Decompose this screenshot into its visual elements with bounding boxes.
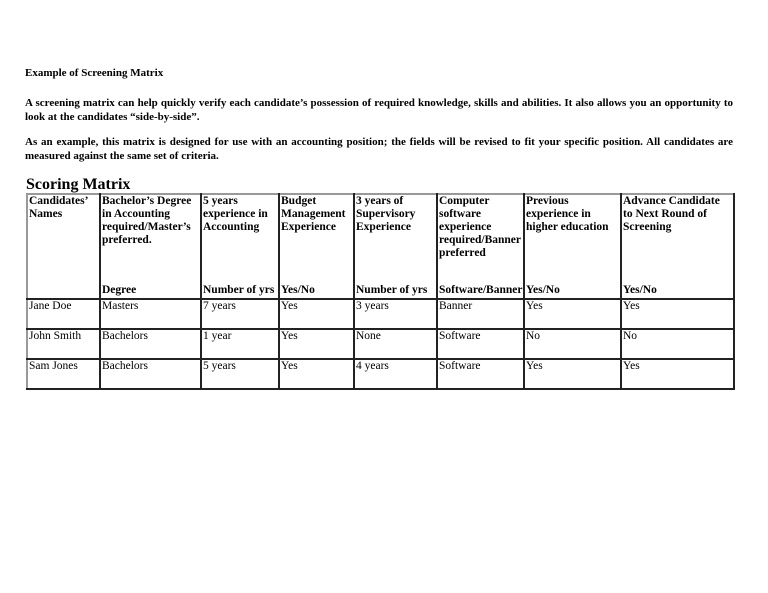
- table-row: [27, 329, 734, 359]
- table-row: [27, 359, 734, 389]
- column-subheader: Number of yrs: [203, 284, 275, 296]
- section-title: Scoring Matrix: [26, 176, 131, 193]
- table-cell: Yes: [279, 359, 354, 389]
- column-subheader: Yes/No: [281, 284, 315, 296]
- example-paragraph: As an example, this matrix is designed for use with an accounting position; the fields will be revised to fit your specific position. All candidates are measured against the same set of criteria.: [25, 136, 733, 162]
- candidate-name-cell: Jane Doe: [27, 299, 100, 329]
- table-cell: Banner: [437, 299, 524, 329]
- table-cell: 5 years: [201, 359, 279, 389]
- table-cell: Bachelors: [100, 359, 201, 389]
- table-cell: 1 year: [201, 329, 279, 359]
- column-header-label: 5 years experience in Accounting: [203, 195, 268, 233]
- table-cell: No: [524, 329, 621, 359]
- candidate-name-cell: John Smith: [27, 329, 100, 359]
- column-header-label: 3 years of Supervisory Experience: [356, 195, 416, 233]
- table-cell: None: [354, 329, 437, 359]
- table-cell: No: [621, 329, 734, 359]
- column-header: [524, 194, 621, 299]
- intro-paragraph: A screening matrix can help quickly verify each candidate’s possession of required knowledge, skills and abilities. It also allows you an opportunity to look at the candidates “side-by-side”.: [25, 97, 733, 123]
- table-cell: Software: [437, 359, 524, 389]
- column-subheader: Number of yrs: [356, 284, 428, 296]
- column-header: [437, 194, 524, 299]
- header-row: [27, 194, 734, 299]
- table-cell: 4 years: [354, 359, 437, 389]
- document-title: Example of Screening Matrix: [25, 67, 164, 79]
- column-header-label: Candidates’ Names: [29, 195, 88, 220]
- table-cell: Yes: [524, 359, 621, 389]
- table-row: [27, 299, 734, 329]
- table-cell: Bachelors: [100, 329, 201, 359]
- table-cell: 7 years: [201, 299, 279, 329]
- table-cell: Yes: [524, 299, 621, 329]
- column-header-label: Previous experience in higher education: [526, 195, 609, 233]
- table-cell: Masters: [100, 299, 201, 329]
- table-cell: Yes: [621, 299, 734, 329]
- column-subheader: Yes/No: [623, 284, 657, 296]
- column-header: [354, 194, 437, 299]
- column-header: [621, 194, 734, 299]
- candidate-name-cell: Sam Jones: [27, 359, 100, 389]
- column-header: [279, 194, 354, 299]
- column-header-label: Budget Management Experience: [281, 195, 346, 233]
- column-header-label: Bachelor’s Degree in Accounting required/Master’s preferred.: [102, 195, 192, 246]
- table-cell: Yes: [621, 359, 734, 389]
- table-cell: Yes: [279, 329, 354, 359]
- column-subheader: Degree: [102, 284, 137, 296]
- table-cell: Yes: [279, 299, 354, 329]
- column-header: [100, 194, 201, 299]
- column-header-label: Computer software experience required/Banner preferred: [439, 195, 521, 259]
- column-header: [27, 194, 100, 299]
- table-cell: 3 years: [354, 299, 437, 329]
- column-header-label: Advance Candidate to Next Round of Screening: [623, 195, 720, 233]
- column-header: [201, 194, 279, 299]
- scoring-matrix-table: [26, 193, 735, 390]
- table-cell: Software: [437, 329, 524, 359]
- column-subheader: Software/Banner: [439, 284, 523, 296]
- column-subheader: Yes/No: [526, 284, 560, 296]
